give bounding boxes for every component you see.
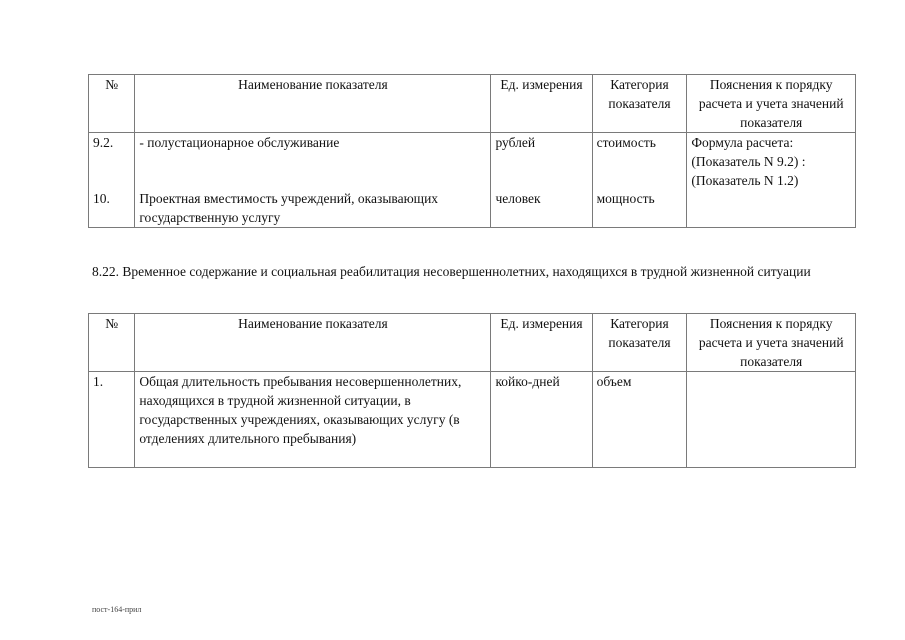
indicators-table-top <box>88 74 856 228</box>
row-indicator-name: Проектная вместимость учреждений, оказывающих государственную услугу <box>135 189 491 228</box>
header-unit: Ед. измерения <box>491 314 592 372</box>
row-number: 10. <box>89 189 135 228</box>
footer-doc-code: пост-164-прил <box>92 605 142 614</box>
header-category: Категория показателя <box>592 314 687 372</box>
section-heading: 8.22. Временное содержание и социальная реабилитация несовершеннолетних, находящихся в трудной жизненной ситуации <box>92 264 811 279</box>
row-explanation: Формула расчета: (Показатель N 9.2) : (Показатель N 1.2) <box>687 133 856 228</box>
header-indicator-name: Наименование показателя <box>135 75 491 133</box>
row-category: объем <box>592 372 687 468</box>
table-row <box>89 133 856 189</box>
row-number: 9.2. <box>89 133 135 189</box>
table-row <box>89 372 856 468</box>
table-header-row <box>89 314 856 372</box>
header-category: Категория показателя <box>592 75 687 133</box>
row-unit: рублей <box>491 133 592 189</box>
row-category: стоимость <box>592 133 687 189</box>
row-explanation <box>687 372 856 468</box>
row-indicator-name: Общая длительность пребывания несовершеннолетних, находящихся в трудной жизненной ситуации, в государственных учреждениях, оказывающих услугу (в отделениях длительного пребывания) <box>135 372 491 468</box>
indicators-table-bottom <box>88 313 856 468</box>
header-number: № <box>89 75 135 133</box>
header-explanation: Пояснения к порядку расчета и учета значений показателя <box>687 75 856 133</box>
table-header-row <box>89 75 856 133</box>
row-indicator-name: - полустационарное обслуживание <box>135 133 491 189</box>
row-unit: человек <box>491 189 592 228</box>
header-number: № <box>89 314 135 372</box>
header-unit: Ед. измерения <box>491 75 592 133</box>
row-category: мощность <box>592 189 687 228</box>
header-explanation: Пояснения к порядку расчета и учета значений показателя <box>687 314 856 372</box>
row-unit: койко-дней <box>491 372 592 468</box>
row-number: 1. <box>89 372 135 468</box>
header-indicator-name: Наименование показателя <box>135 314 491 372</box>
